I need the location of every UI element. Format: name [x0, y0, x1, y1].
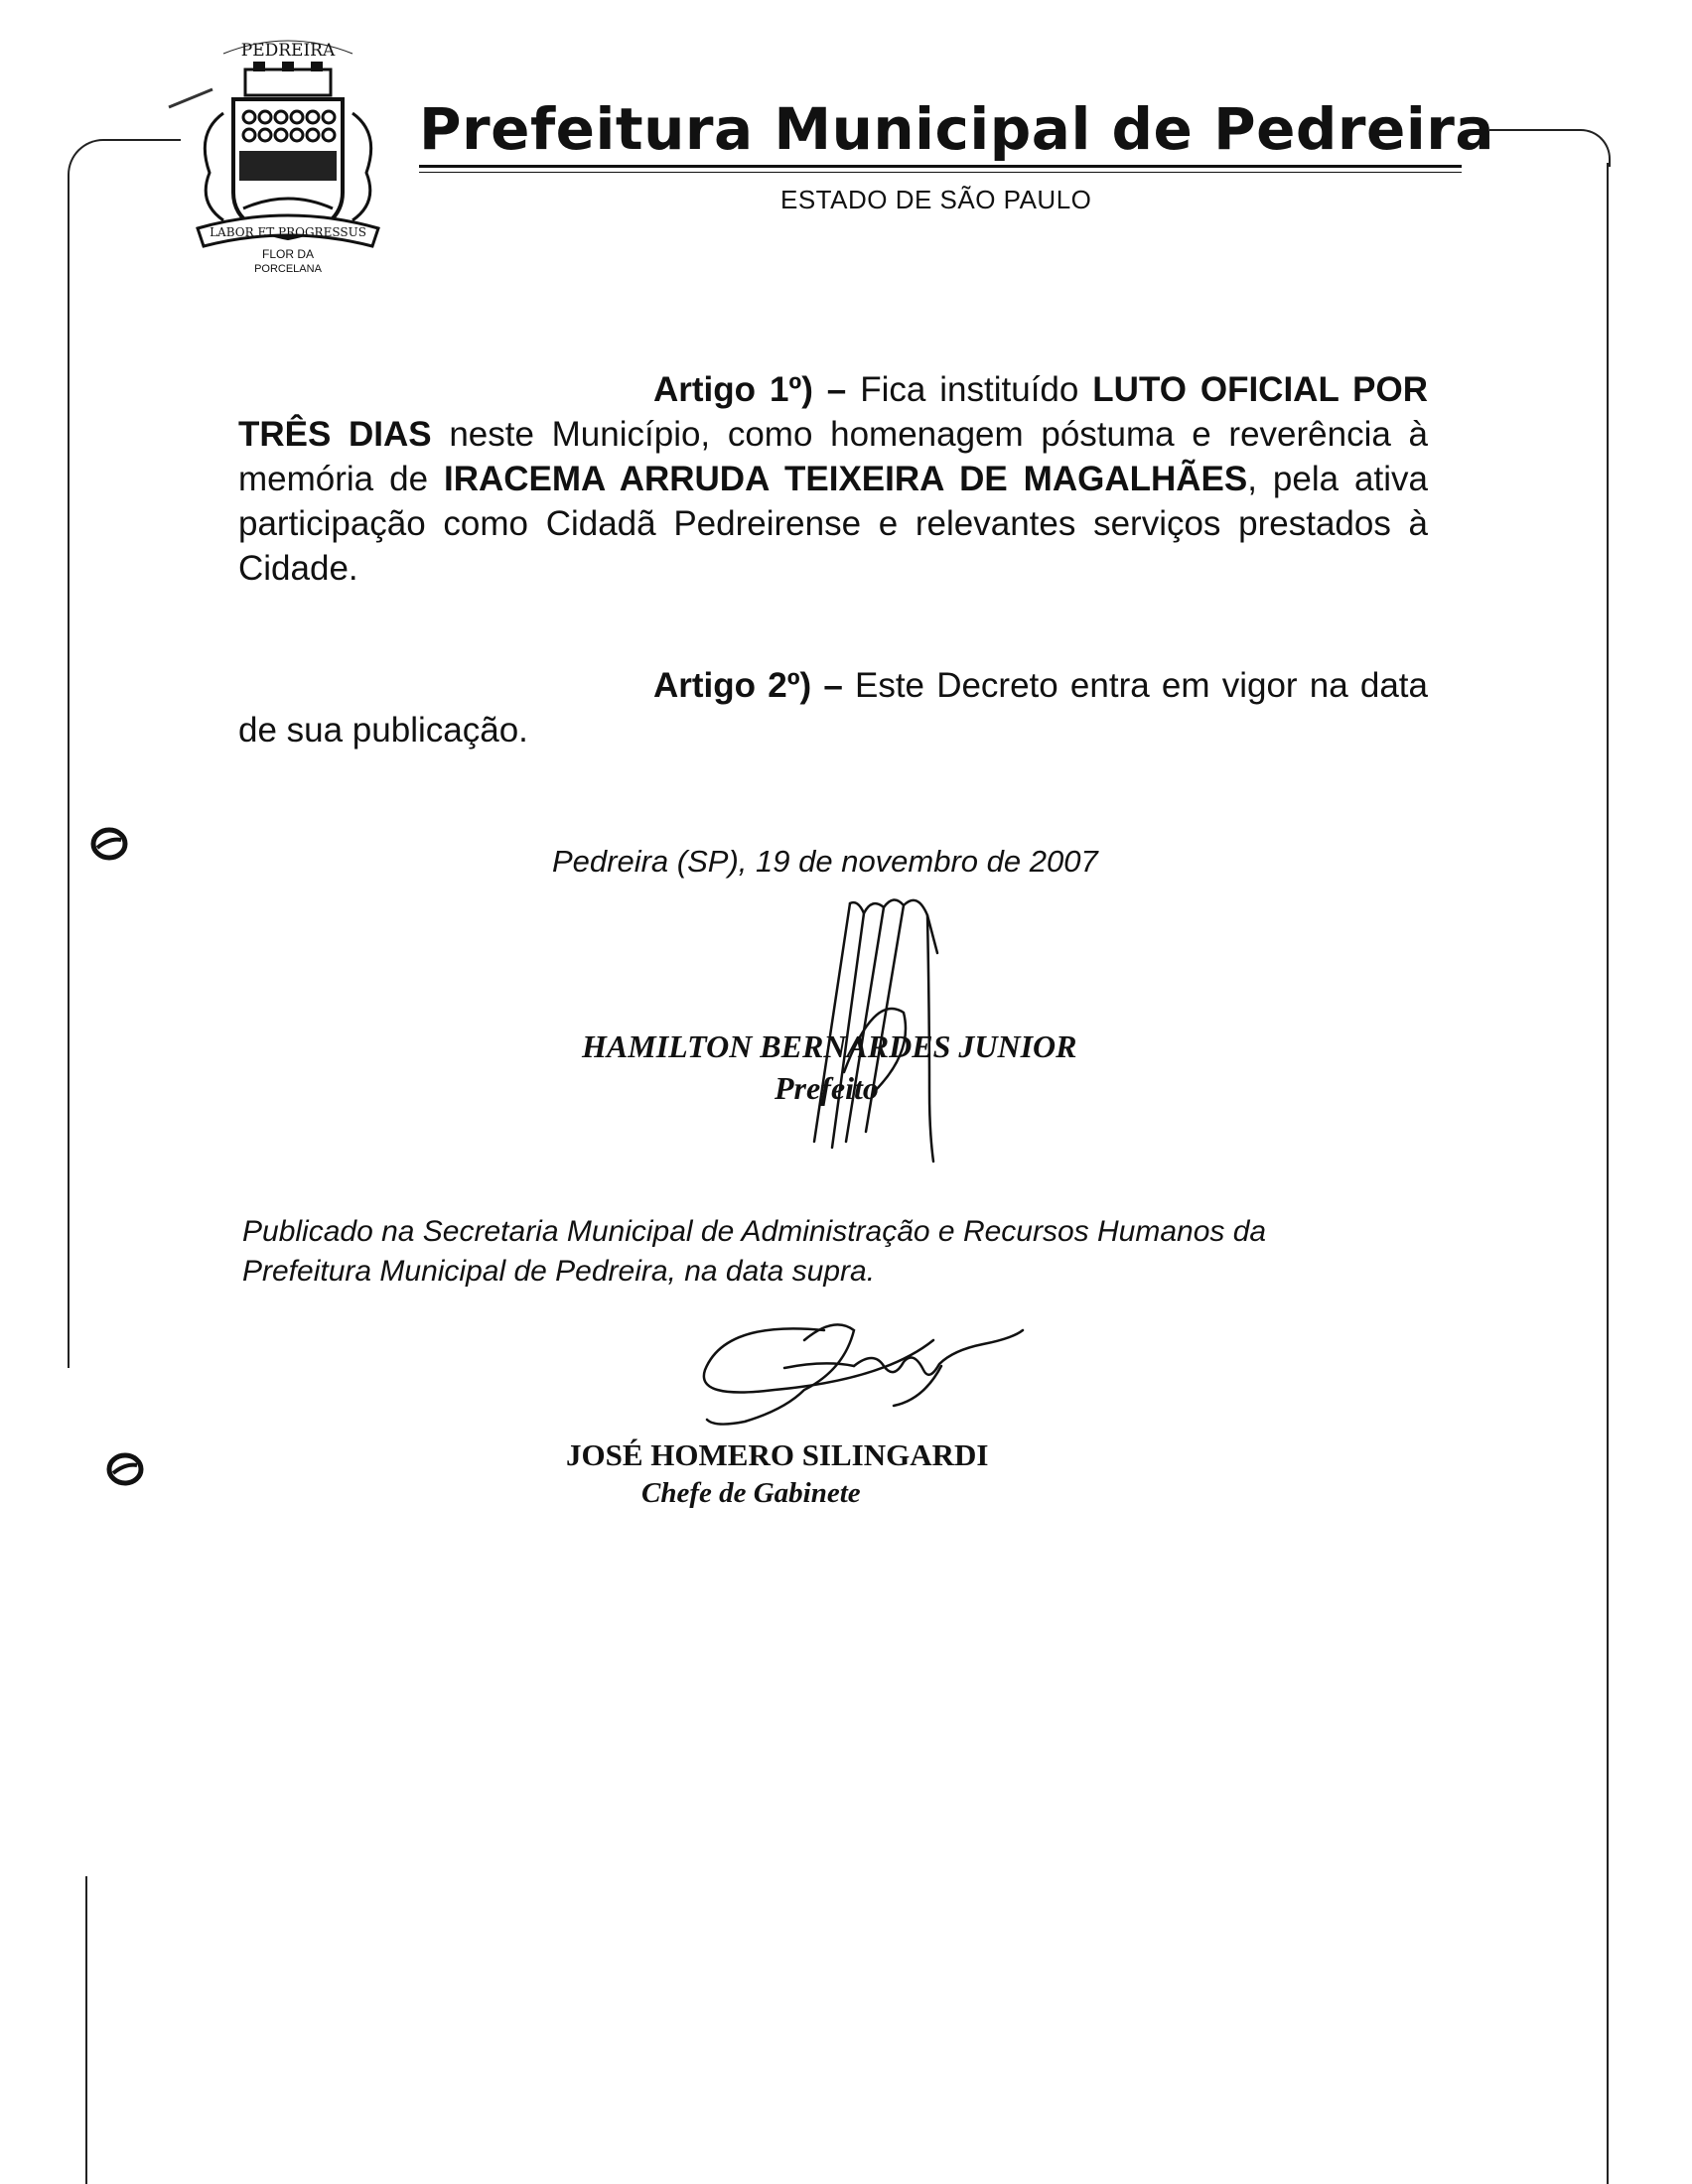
article-1-text-c: , pela ativa participação como Cidadã Pedreirense e relevantes serviços prestados à Cidade.: [238, 460, 1428, 588]
article-1-paragraph: [238, 367, 1428, 591]
article-2-paragraph: [238, 663, 1428, 752]
mayor-title: Prefeito: [775, 1070, 879, 1106]
publication-note-line2: Prefeitura Municipal de Pedreira, na data supra.: [242, 1255, 876, 1288]
letterhead-title: Prefeitura Municipal de Pedreira: [419, 95, 1494, 163]
article-1-text-a: Fica instituído: [846, 370, 1093, 409]
article-1-label: Artigo 1º) –: [653, 370, 847, 409]
crest-town-text: PEDREIRA: [240, 41, 336, 61]
punch-hole-mark-top: [89, 824, 129, 864]
page-frame-top-right: [1489, 129, 1611, 167]
crest-motto-text: LABOR ET PROGRESSUS: [210, 225, 366, 239]
mayor-name: HAMILTON BERNARDES JUNIOR: [582, 1028, 1077, 1064]
date-line: Pedreira (SP), 19 de novembro de 2007: [552, 844, 1098, 879]
punch-hole-mark-bottom: [105, 1449, 145, 1489]
article-1-bold-a: LUTO OFICIAL POR TRÊS DIAS: [238, 370, 1428, 454]
page-frame-top-left: [68, 139, 181, 181]
letterhead-subtitle: ESTADO DE SÃO PAULO: [780, 185, 1092, 214]
chief-of-staff-handwritten-signature: [685, 1310, 1043, 1439]
page-frame-left: [68, 177, 70, 1368]
letterhead-rule-thin: [419, 172, 1462, 173]
crest-caption-line1: FLOR DA: [261, 247, 315, 261]
scan-mark: [167, 83, 216, 113]
letterhead-rule: [419, 165, 1462, 168]
page-frame-right: [1607, 163, 1609, 2184]
chief-of-staff-title: Chefe de Gabinete: [641, 1477, 861, 1509]
chief-of-staff-name: JOSÉ HOMERO SILINGARDI: [566, 1437, 989, 1472]
article-2-text: Este Decreto entra em vigor na data de sua publicação.: [238, 666, 1428, 750]
crest-caption-line2: PORCELANA: [254, 263, 322, 275]
coat-of-arms-logo: [184, 34, 392, 282]
publication-note-line1: Publicado na Secretaria Municipal de Administração e Recursos Humanos da: [242, 1215, 1267, 1248]
article-1-text-b: neste Município, como homenagem póstuma e reverência à memória de: [238, 415, 1428, 498]
article-2-label: Artigo 2º) –: [653, 666, 843, 705]
article-1-bold-b: IRACEMA ARRUDA TEIXEIRA DE MAGALHÃES: [444, 460, 1248, 498]
page-frame-left-bottom: [85, 1876, 87, 2184]
